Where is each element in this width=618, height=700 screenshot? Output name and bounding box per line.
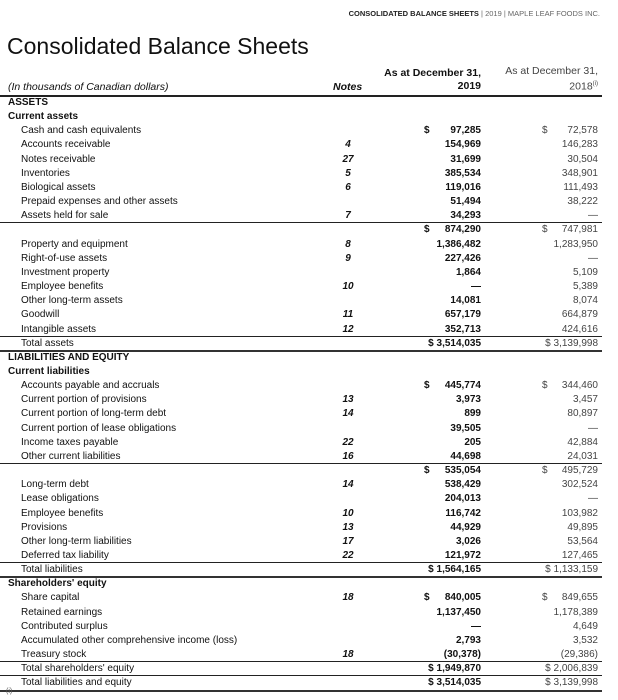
value-2018: $ 2,006,839	[545, 663, 598, 675]
dollar-sign-2018: $	[542, 125, 548, 137]
value-2019: —	[471, 281, 481, 293]
table-row	[0, 662, 602, 676]
value-2018: 5,109	[572, 266, 598, 278]
value-2019: 119,016	[445, 181, 481, 193]
dollar-sign-2018: $	[542, 465, 548, 477]
note-ref: 10	[342, 281, 354, 293]
table-row	[0, 280, 602, 294]
unit-label: (In thousands of Canadian dollars)	[8, 81, 169, 93]
table-row	[0, 648, 602, 662]
value-2019: 154,969	[444, 139, 481, 151]
row-label: Total assets	[21, 337, 74, 349]
row-label: Income taxes payable	[21, 436, 119, 448]
value-2018: 664,879	[561, 309, 598, 321]
note-ref: 8	[345, 238, 351, 250]
table-row	[0, 181, 602, 195]
row-label: Inventories	[21, 167, 70, 179]
section-heading	[0, 110, 602, 124]
note-ref: 14	[342, 408, 354, 420]
row-label: Accumulated other comprehensive income (loss)	[21, 634, 238, 646]
dollar-sign-2018: $	[542, 224, 548, 236]
value-2018: 5,389	[572, 281, 598, 293]
table-row	[0, 591, 602, 605]
value-2018: 3,532	[572, 634, 598, 646]
row-label: Other long-term assets	[21, 295, 123, 307]
row-label: Cash and cash equivalents	[21, 125, 142, 137]
value-2019: 657,179	[444, 309, 481, 321]
table-row	[0, 436, 602, 450]
value-2018: 344,460	[561, 380, 598, 392]
table-row	[0, 195, 602, 209]
value-2019: 39,505	[450, 422, 481, 434]
row-label: Contributed surplus	[21, 620, 108, 632]
value-2018: 3,457	[572, 394, 598, 406]
separator: |	[481, 9, 483, 18]
header-company: MAPLE LEAF FOODS INC.	[507, 9, 600, 18]
table-row	[0, 407, 602, 421]
table-row	[0, 620, 602, 634]
table-row	[0, 606, 602, 620]
value-2019: 204,013	[444, 493, 481, 505]
value-2019: $ 3,514,035	[428, 337, 481, 349]
value-2019: 899	[464, 408, 481, 420]
value-2018: 24,031	[567, 450, 598, 462]
row-label: Biological assets	[21, 181, 96, 193]
section-heading	[0, 365, 602, 379]
table-row	[0, 153, 602, 167]
value-2018: 30,504	[567, 153, 598, 165]
col-2018-header	[505, 65, 598, 94]
dollar-sign-2018: $	[542, 380, 548, 392]
value-2018: —	[588, 210, 598, 222]
value-2019: $ 1,564,165	[428, 564, 481, 576]
separator: |	[503, 9, 506, 18]
value-2019: 2,793	[455, 634, 481, 646]
value-2019: $ 1,949,870	[428, 663, 481, 675]
dollar-sign-2019: $	[424, 125, 430, 137]
table-row	[0, 167, 602, 181]
row-label: ASSETS	[8, 97, 49, 108]
table-row	[0, 209, 602, 223]
table-row	[0, 379, 602, 393]
row-label: Shareholders' equity	[8, 578, 107, 590]
row-label: Treasury stock	[21, 649, 87, 661]
note-ref: 6	[345, 181, 351, 193]
value-2019: 1,386,482	[436, 238, 481, 250]
value-2018: —	[588, 252, 598, 264]
table-row	[0, 124, 602, 138]
dollar-sign-2019: $	[424, 465, 430, 477]
row-label: Intangible assets	[21, 323, 97, 335]
note-ref: 22	[342, 436, 354, 448]
table-row	[0, 323, 602, 337]
value-2019: 1,864	[455, 266, 481, 278]
row-label: Prepaid expenses and other assets	[21, 196, 178, 208]
table-row	[0, 478, 602, 492]
value-2018: 111,493	[563, 181, 598, 193]
value-2019: 535,054	[444, 465, 481, 477]
value-2018: 348,901	[561, 167, 598, 179]
running-header	[349, 9, 600, 18]
row-label: Provisions	[21, 521, 68, 533]
value-2019: 205	[464, 436, 481, 448]
note-ref: 10	[342, 507, 354, 519]
value-2019: 3,973	[455, 394, 481, 406]
row-label: Retained earnings	[21, 606, 103, 618]
table-row	[0, 464, 602, 478]
row-label: Property and equipment	[21, 238, 128, 250]
value-2019: 51,494	[450, 196, 481, 208]
row-label: Employee benefits	[21, 507, 104, 519]
value-2018: $ 3,139,998	[545, 337, 598, 349]
dollar-sign-2019: $	[424, 592, 430, 604]
value-2018: 747,981	[561, 224, 598, 236]
table-row	[0, 337, 602, 351]
row-label: Share capital	[21, 592, 80, 604]
table-row	[0, 507, 602, 521]
value-2018: 424,616	[561, 323, 598, 335]
value-2018: —	[588, 493, 598, 505]
row-label: Current liabilities	[8, 365, 90, 377]
table-row	[0, 138, 602, 152]
value-2018: 103,982	[561, 507, 598, 519]
value-2019: 116,742	[445, 507, 481, 519]
note-ref: 11	[342, 309, 354, 321]
col-2019-line1: As at December 31,	[384, 67, 481, 79]
note-ref: 13	[342, 521, 354, 533]
table-row	[0, 492, 602, 506]
value-2019: 31,699	[450, 153, 481, 165]
value-2019: 34,293	[450, 210, 481, 222]
value-2018: 495,729	[561, 465, 598, 477]
col-2018-line2: 2018	[569, 80, 593, 92]
value-2019: 840,005	[444, 592, 481, 604]
note-ref: 17	[342, 535, 354, 547]
running-title: CONSOLIDATED BALANCE SHEETS	[348, 9, 479, 18]
row-label: Current portion of lease obligations	[21, 422, 177, 434]
table-row	[0, 422, 602, 436]
table-row	[0, 521, 602, 535]
note-ref: 4	[345, 139, 351, 151]
row-label: Current portion of long-term debt	[21, 408, 167, 420]
value-2018: 8,074	[572, 295, 598, 307]
note-ref: 27	[342, 153, 354, 165]
row-label: Investment property	[21, 266, 110, 278]
value-2019: 445,774	[444, 380, 481, 392]
col-2019-header	[384, 67, 481, 93]
value-2018: 42,884	[567, 436, 598, 448]
row-label: Goodwill	[21, 309, 60, 321]
value-2018: $ 3,139,998	[545, 677, 598, 689]
value-2019: 385,534	[444, 167, 481, 179]
footnote-ref: (i)	[592, 80, 598, 87]
note-ref: 18	[342, 649, 354, 661]
value-2019: 1,137,450	[436, 606, 481, 618]
dollar-sign-2019: $	[424, 380, 430, 392]
note-ref: 12	[342, 323, 354, 335]
value-2018: 1,178,389	[553, 606, 598, 618]
value-2019: 121,972	[444, 550, 481, 561]
table-row	[0, 294, 602, 308]
column-header	[0, 64, 602, 97]
value-2018: 4,649	[572, 620, 598, 632]
note-ref: 9	[345, 252, 351, 264]
value-2019: $ 3,514,035	[428, 677, 481, 689]
value-2018: 127,465	[561, 550, 598, 561]
value-2018: 849,655	[561, 592, 598, 604]
note-ref: 18	[342, 592, 354, 604]
row-label: Deferred tax liability	[21, 550, 109, 561]
value-2018: (29,386)	[560, 649, 598, 661]
table-row	[0, 549, 602, 563]
balance-sheet-table	[0, 96, 602, 691]
row-label: Current portion of provisions	[21, 394, 147, 406]
value-2018: —	[588, 422, 598, 434]
table-row	[0, 393, 602, 407]
row-label: Other current liabilities	[21, 450, 121, 462]
note-ref: 13	[342, 394, 354, 406]
value-2019: 44,698	[450, 450, 481, 462]
table-row	[0, 308, 602, 322]
page-title: Consolidated Balance Sheets	[7, 33, 309, 59]
table-row	[0, 563, 602, 577]
header-year: 2019	[485, 9, 502, 18]
row-label: Total shareholders' equity	[21, 663, 135, 675]
row-label: Total liabilities	[21, 564, 83, 576]
note-ref: 14	[342, 479, 354, 491]
value-2019: 352,713	[444, 323, 481, 335]
value-2018: 146,283	[561, 139, 598, 151]
row-label: Total liabilities and equity	[21, 677, 132, 689]
col-2018-line1: As at December 31,	[505, 64, 598, 77]
footer-mark: (i)	[6, 688, 13, 695]
value-2018: 1,283,950	[553, 238, 598, 250]
row-label: Accounts payable and accruals	[21, 380, 160, 392]
table-row	[0, 252, 602, 266]
table-row	[0, 450, 602, 464]
note-ref: 7	[345, 210, 351, 222]
section-heading	[0, 577, 602, 591]
value-2019: —	[471, 620, 481, 632]
value-2018: 38,222	[567, 196, 598, 208]
value-2018: 53,564	[567, 535, 598, 547]
table-row	[0, 676, 602, 690]
value-2018: 49,895	[567, 521, 598, 533]
row-label: LIABILITIES AND EQUITY	[8, 351, 130, 363]
table-row	[0, 238, 602, 252]
value-2018: 80,897	[567, 408, 598, 420]
table-row	[0, 266, 602, 280]
value-2019: (30,378)	[443, 649, 481, 661]
value-2019: 14,081	[450, 295, 481, 307]
note-ref: 16	[342, 450, 354, 462]
value-2019: 97,285	[450, 125, 481, 137]
row-label: Employee benefits	[21, 281, 104, 293]
row-label: Other long-term liabilities	[21, 535, 132, 547]
col-2019-line2: 2019	[457, 80, 481, 92]
row-label: Lease obligations	[21, 493, 99, 505]
value-2018: 72,578	[567, 125, 598, 137]
section-heading	[0, 351, 602, 365]
row-label: Long-term debt	[21, 479, 89, 491]
value-2019: 3,026	[455, 535, 481, 547]
value-2018: $ 1,133,159	[545, 564, 598, 576]
row-label: Current assets	[8, 111, 79, 123]
value-2019: 227,426	[444, 252, 481, 264]
value-2018: 302,524	[561, 479, 598, 491]
table-row	[0, 223, 602, 237]
row-label: Notes receivable	[21, 153, 96, 165]
notes-header: Notes	[333, 81, 363, 93]
dollar-sign-2018: $	[542, 592, 548, 604]
table-row	[0, 634, 602, 648]
value-2019: 44,929	[450, 521, 481, 533]
section-heading	[0, 96, 602, 110]
value-2019: 874,290	[444, 224, 481, 236]
table-row	[0, 535, 602, 549]
row-label: Right-of-use assets	[21, 252, 108, 264]
note-ref: 22	[342, 550, 354, 561]
value-2019: 538,429	[444, 479, 481, 491]
row-label: Accounts receivable	[21, 139, 111, 151]
dollar-sign-2019: $	[424, 224, 430, 236]
row-label: Assets held for sale	[21, 210, 109, 222]
note-ref: 5	[345, 167, 351, 179]
